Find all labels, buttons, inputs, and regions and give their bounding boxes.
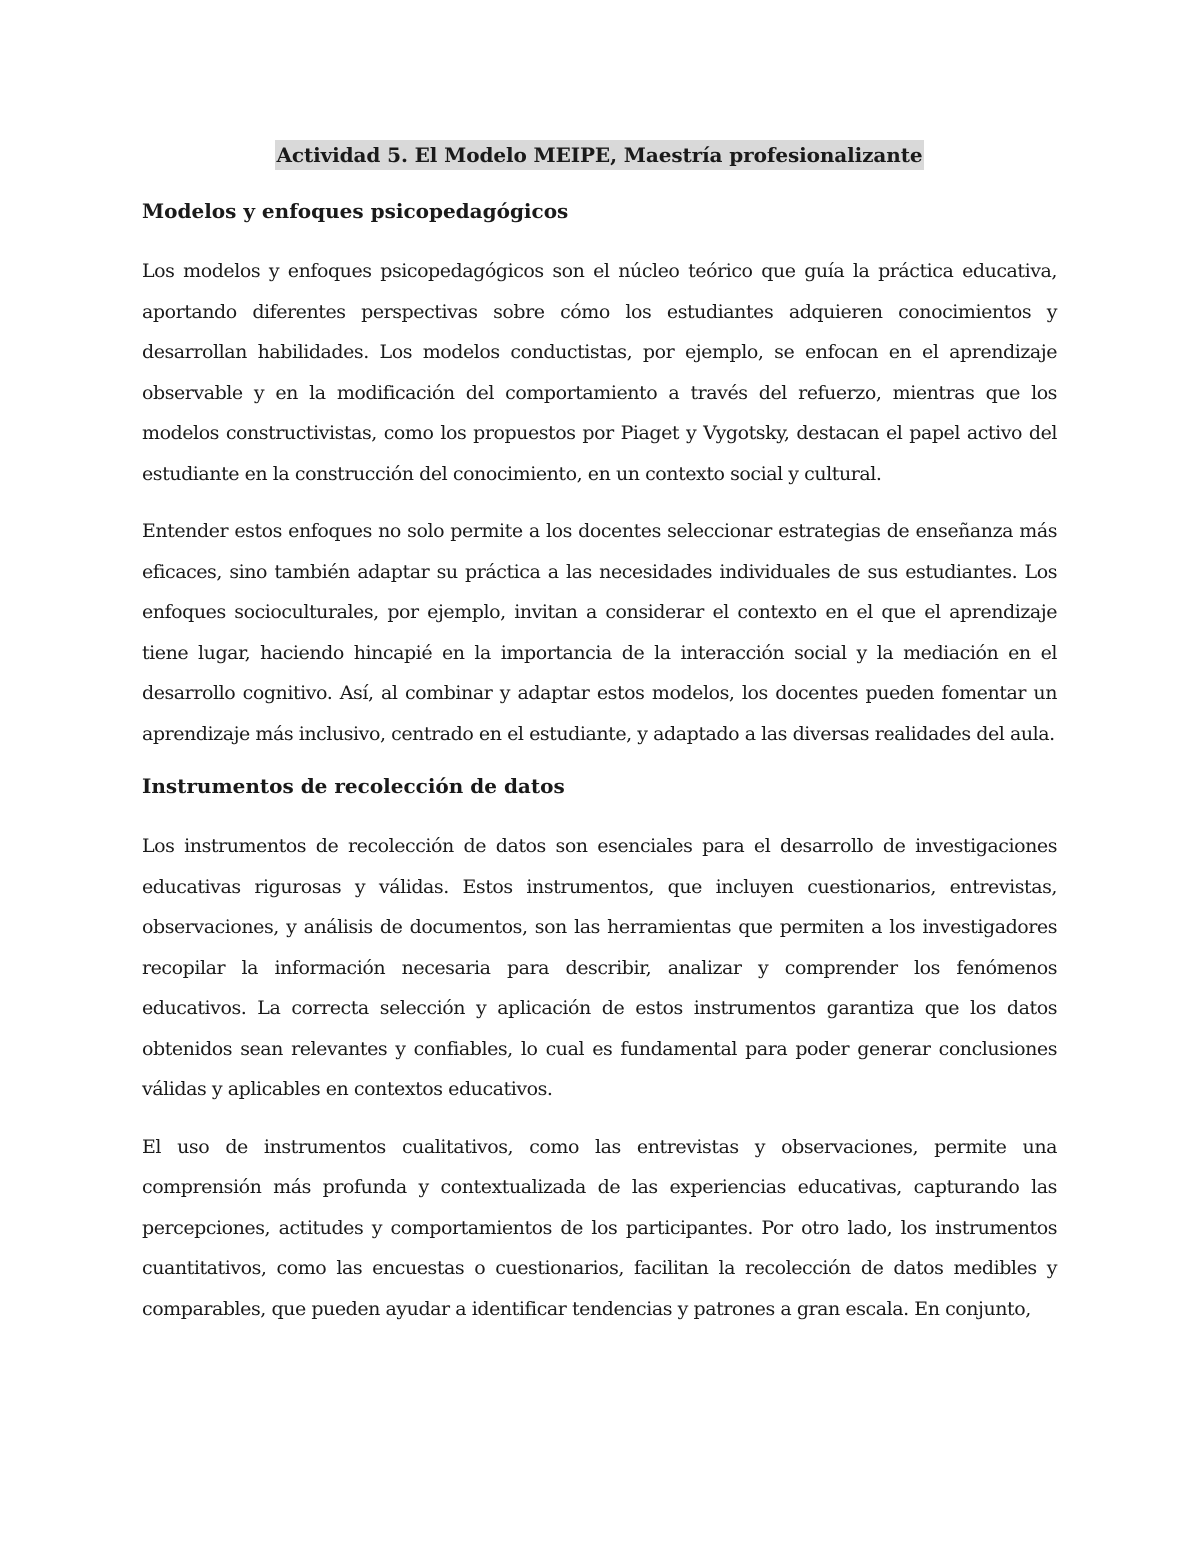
paragraph-modelos-2: Entender estos enfoques no solo permite a los docentes seleccionar estrategias de enseñanza más eficaces, sino también adaptar su práctica a las necesidades individuales de sus estudiantes. Los enfoques socioculturales, por ejemplo, invitan a considerar el contexto en el que el aprendizaje tiene lugar, haciendo hincapié en la importancia de la interacción social y la mediación en el desarrollo cognitivo. Así, al combinar y adaptar estos modelos, los docentes pueden fomentar un aprendizaje más inclusivo, centrado en el estudiante, y adaptado a las diversas realidades del aula. — [142, 520, 1057, 745]
paragraph-instrumentos-2: El uso de instrumentos cualitativos, como las entrevistas y observaciones, permite una comprensión más profunda y contextualizada de las experiencias educativas, capturando las percepciones, actitudes y comportamientos de los participantes. Por otro lado, los instrumentos cuantitativos, como las encuestas o cuestionarios, facilitan la recolección de datos medibles y comparables, que pueden ayudar a identificar tendencias y patrones a gran escala. En conjunto, — [142, 1135, 1057, 1320]
section-heading-modelos: Modelos y enfoques psicopedagógicos — [142, 199, 569, 223]
document-body — [142, 140, 1057, 1329]
paragraph-modelos-1: Los modelos y enfoques psicopedagógicos son el núcleo teórico que guía la práctica educativa, aportando diferentes perspectivas sobre cómo los estudiantes adquieren conocimientos y desarrollan habilidades. Los modelos conductistas, por ejemplo, se enfocan en el aprendizaje observable y en la modificación del comportamiento a través del refuerzo, mientras que los modelos constructivistas, como los propuestos por Piaget y Vygotsky, destacan el papel activo del estudiante en la construcción del conocimiento, en un contexto social y cultural. — [142, 260, 1057, 485]
paragraph-instrumentos-1: Los instrumentos de recolección de datos son esenciales para el desarrollo de investigaciones educativas rigurosas y válidas. Estos instrumentos, que incluyen cuestionarios, entrevistas, observaciones, y análisis de documentos, son las herramientas que permiten a los investigadores recopilar la información necesaria para describir, analizar y comprender los fenómenos educativos. La correcta selección y aplicación de estos instrumentos garantiza que los datos obtenidos sean relevantes y confiables, lo cual es fundamental para poder generar conclusiones válidas y aplicables en contextos educativos. — [142, 835, 1057, 1100]
document-title: Actividad 5. El Modelo MEIPE, Maestría profesionalizante — [275, 140, 923, 170]
title-container — [142, 140, 1057, 174]
section-heading-instrumentos: Instrumentos de recolección de datos — [142, 774, 565, 798]
